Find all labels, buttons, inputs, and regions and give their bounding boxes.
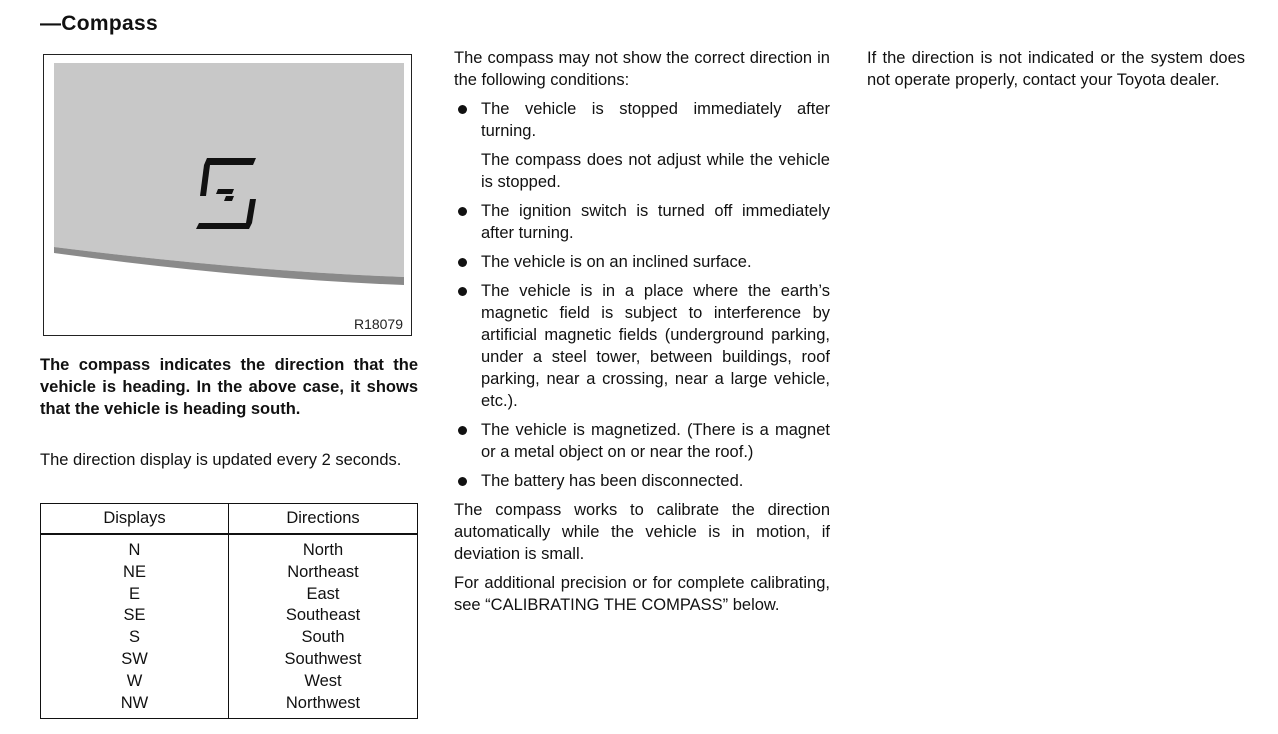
table-cell: W <box>126 671 143 690</box>
header-directions: Directions <box>286 509 360 527</box>
displays-column <box>41 535 229 718</box>
list-item-text: The vehicle is in a place where the earth’s magnetic field is subject to interference by artificial magnetic fields (underground parking, under a steel tower, between buildings, roof parking, near a crossing, near a large vehicle, etc.). <box>481 282 830 410</box>
update-interval-paragraph: The direction display is updated every 2 seconds. <box>40 451 402 469</box>
bullet-icon <box>458 258 467 267</box>
table-cell: NE <box>123 562 146 581</box>
bullet-icon <box>458 287 467 296</box>
bullet-icon <box>458 477 467 486</box>
conditions-intro: The compass may not show the correct direction in the following conditions: <box>454 49 830 89</box>
list-item <box>454 251 830 273</box>
list-item <box>454 200 830 244</box>
compass-display-figure <box>43 54 412 336</box>
table-body <box>41 535 417 718</box>
bullet-icon <box>458 105 467 114</box>
table-cell: West <box>304 671 342 690</box>
table-cell: Northeast <box>287 562 359 581</box>
figure-id: R18079 <box>353 316 403 332</box>
list-item <box>454 419 830 463</box>
calibration-paragraph: The compass works to calibrate the direction automatically while the vehicle is in motion, if deviation is small. <box>454 501 830 563</box>
header-displays: Displays <box>41 504 229 533</box>
list-item-text: The battery has been disconnected. <box>481 472 744 490</box>
table-cell: E <box>128 584 140 603</box>
display-panel <box>54 63 404 277</box>
table-cell: SE <box>123 606 146 625</box>
table-header <box>41 504 417 535</box>
bullet-icon <box>458 207 467 216</box>
list-item-text: The vehicle is magnetized. (There is a magnet or a metal object on or near the roof.) <box>481 421 830 461</box>
dealer-contact-paragraph: If the direction is not indicated or the system does not operate properly, contact your Toyota dealer. <box>867 49 1245 89</box>
table-cell: N <box>128 541 141 559</box>
section-heading: —Compass <box>40 12 158 35</box>
list-item-text: The vehicle is on an inclined surface. <box>481 253 752 271</box>
list-item <box>454 280 830 412</box>
list-item-text: The ignition switch is turned off immediately after turning. <box>481 202 830 242</box>
table-cell: Northwest <box>285 693 361 712</box>
compass-direction-paragraph: The compass indicates the direction that the vehicle is heading. In the above case, it shows that the vehicle is heading south. <box>40 356 418 418</box>
table-cell: NW <box>120 693 149 712</box>
table-cell: North <box>302 541 344 559</box>
table-cell: SW <box>121 649 148 668</box>
table-cell: Southwest <box>284 649 362 668</box>
directions-table <box>40 503 418 719</box>
table-cell: East <box>306 584 340 603</box>
list-item <box>454 98 830 142</box>
table-cell: Southeast <box>285 606 361 625</box>
list-item-text: The vehicle is stopped immediately after turning. <box>481 100 830 140</box>
compass-display-illustration <box>44 55 413 337</box>
precision-paragraph: For additional precision or for complete calibrating, see “CALIBRATING THE COMPASS” below. <box>454 574 830 614</box>
directions-column <box>229 535 417 718</box>
bullet-icon <box>458 426 467 435</box>
table-cell: S <box>128 628 140 647</box>
conditions-column <box>454 47 830 623</box>
list-item <box>454 470 830 492</box>
list-item-note: The compass does not adjust while the vehicle is stopped. <box>481 151 830 191</box>
table-cell: South <box>301 628 345 647</box>
